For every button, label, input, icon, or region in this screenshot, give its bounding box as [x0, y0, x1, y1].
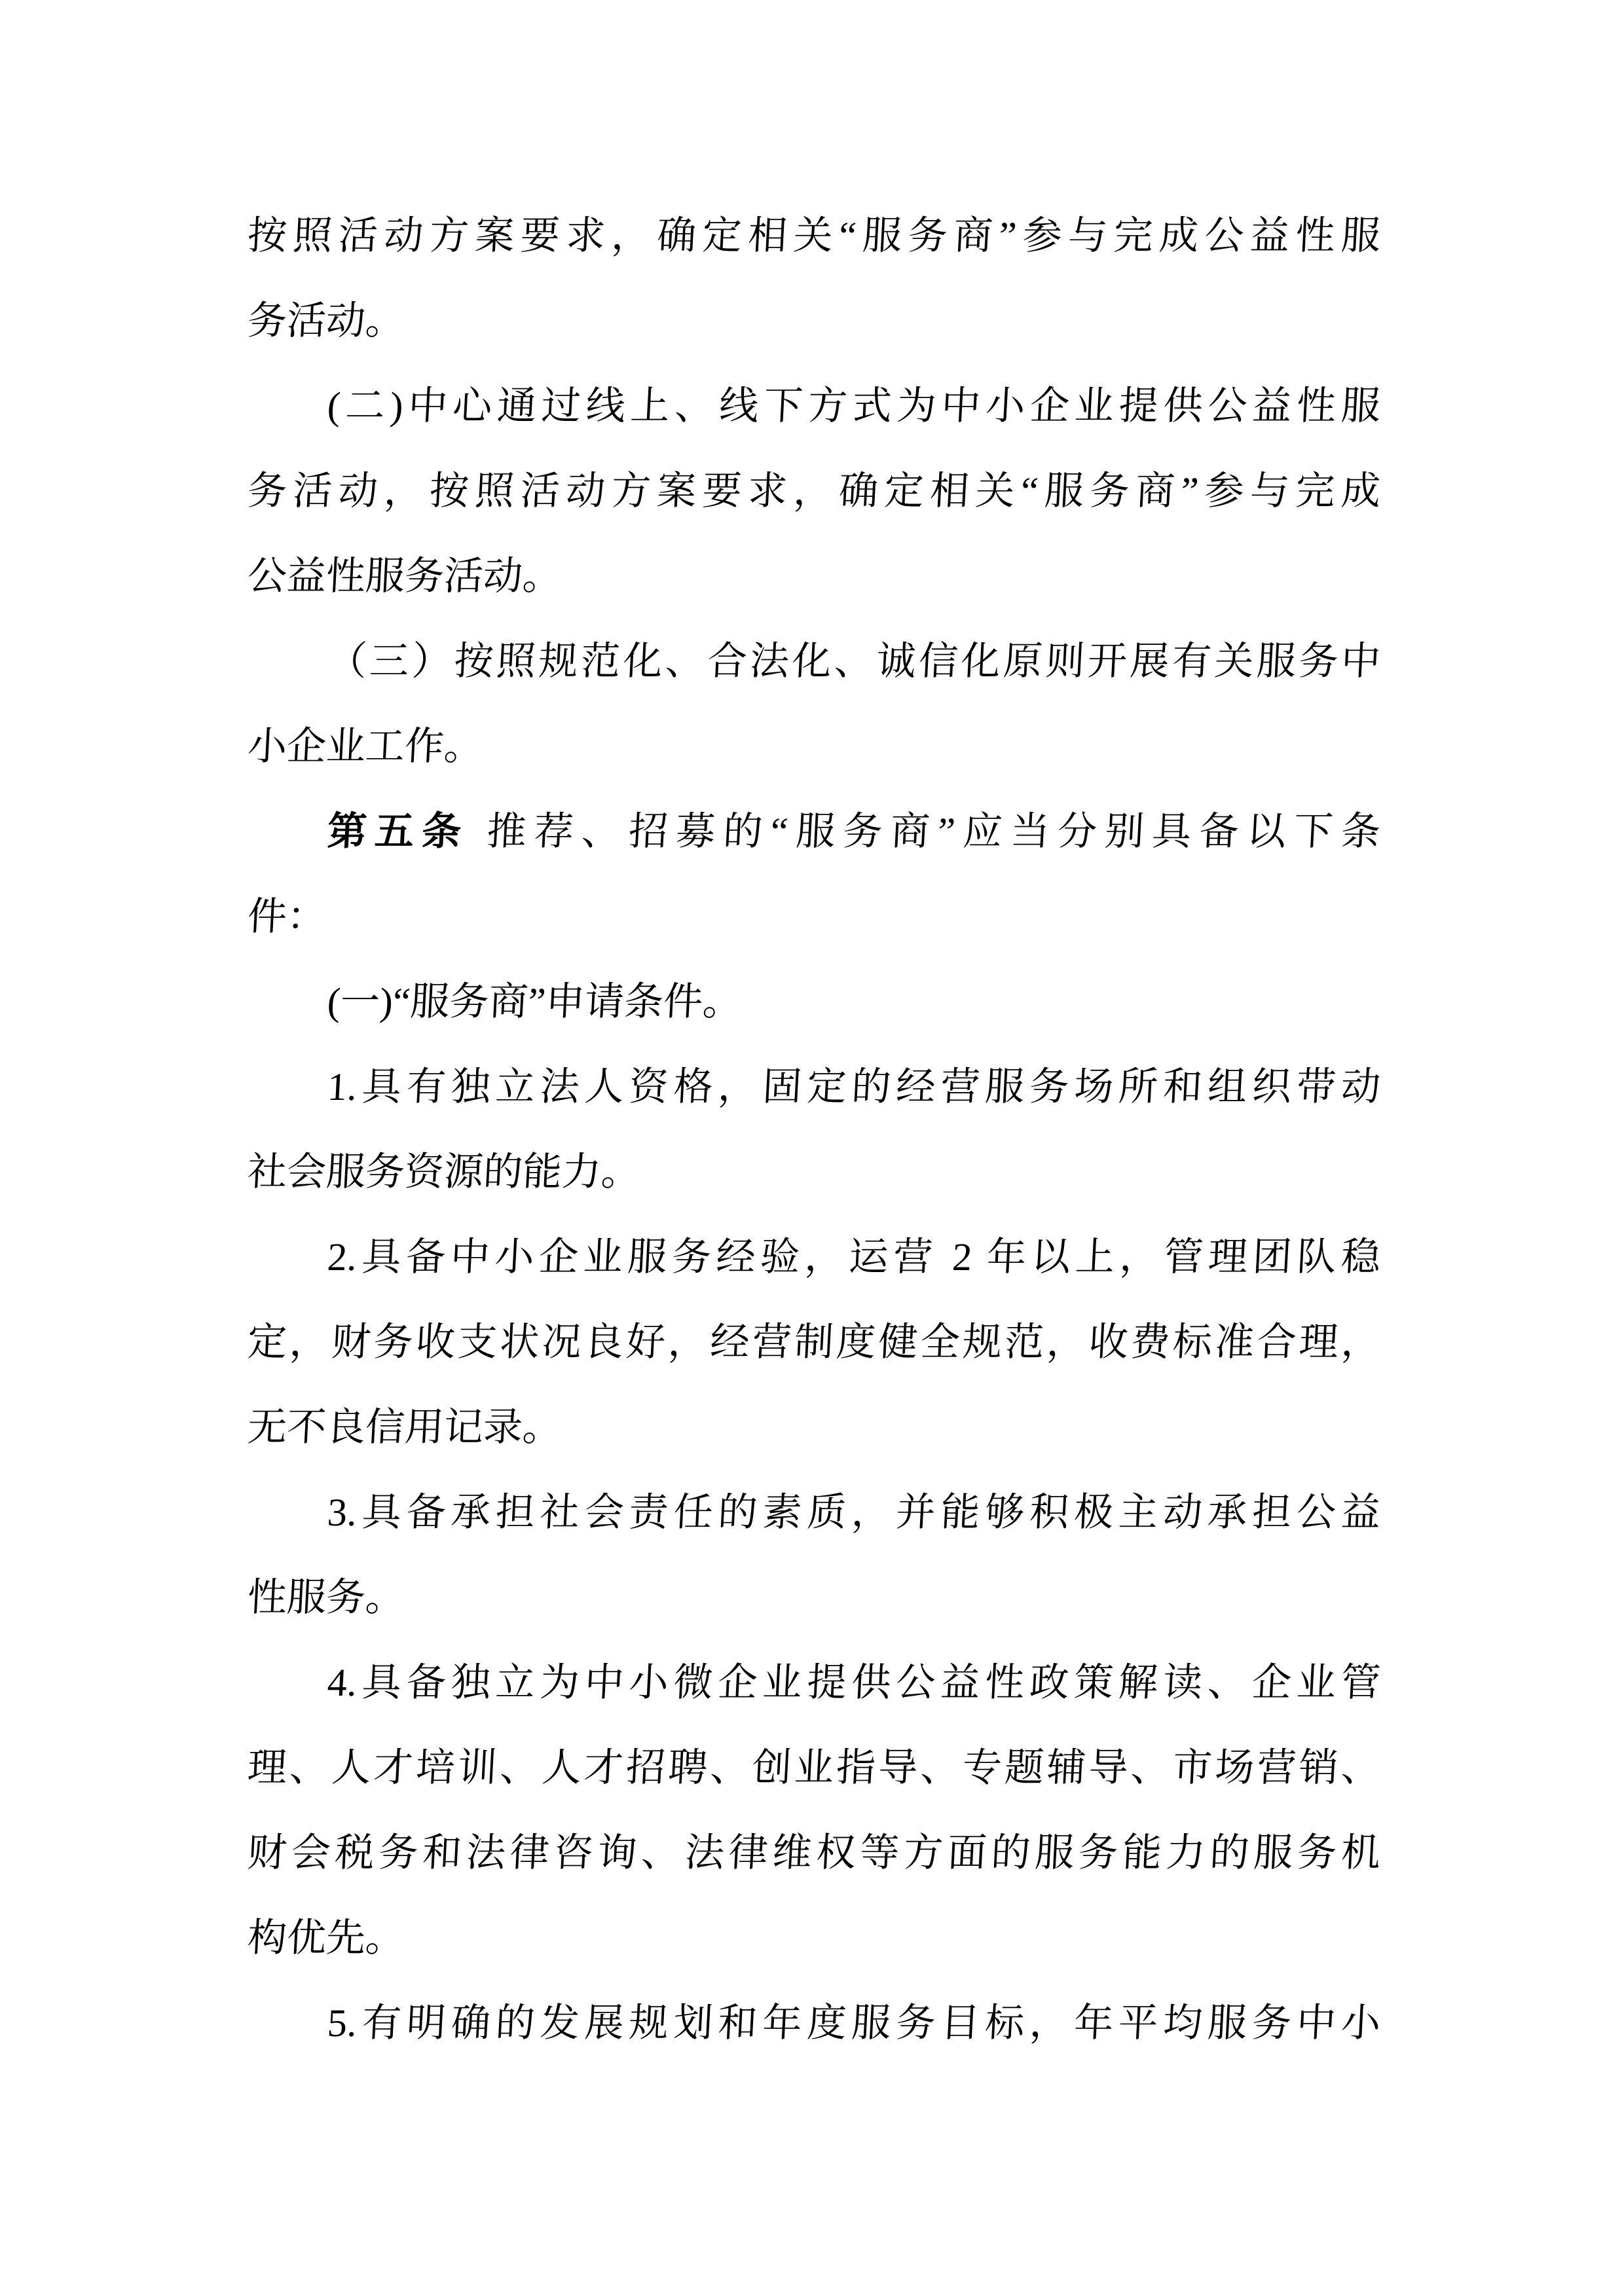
text-line	[246, 1640, 1383, 1725]
line-text: 1.具有独立法人资格，固定的经营服务场所和组织带动	[326, 1065, 1382, 1108]
line-text: 小企业工作。	[246, 725, 485, 768]
line-text: 5.有明确的发展规划和年度服务目标，年平均服务中小	[326, 2001, 1382, 2045]
text-line	[246, 874, 1383, 959]
text-line	[246, 363, 1383, 448]
line-text: 推荐、招募的“服务商”应当分别具备以下条	[468, 810, 1382, 853]
text-line	[246, 534, 1383, 619]
article-number-bold: 第五条	[326, 810, 471, 853]
text-line	[246, 1555, 1383, 1640]
text-line	[246, 1980, 1383, 2066]
line-text: (一)“服务商”申请条件。	[326, 980, 743, 1023]
line-text: 件：	[246, 895, 327, 938]
text-line	[246, 1725, 1383, 1810]
line-text: （三）按照规范化、合法化、诚信化原则开展有关服务中	[326, 640, 1382, 683]
line-text: 公益性服务活动。	[246, 555, 563, 598]
text-line	[246, 193, 1383, 278]
text-line	[246, 1129, 1383, 1214]
text-line	[246, 1385, 1383, 1470]
text-line	[246, 1214, 1383, 1300]
text-line	[246, 789, 1383, 874]
text-line	[246, 1895, 1383, 1980]
line-text: 社会服务资源的能力。	[246, 1150, 642, 1194]
line-text: 定，财务收支状况良好，经营制度健全规范，收费标准合理，	[246, 1321, 1382, 1364]
line-text: 务活动，按照活动方案要求，确定相关“服务商”参与完成	[246, 469, 1382, 513]
text-line	[246, 959, 1383, 1044]
line-text: (二)中心通过线上、线下方式为中小企业提供公益性服	[326, 384, 1382, 428]
text-line	[246, 1300, 1383, 1385]
text-line	[246, 1470, 1383, 1555]
text-line	[246, 619, 1383, 704]
line-text: 4.具备独立为中小微企业提供公益性政策解读、企业管	[326, 1661, 1382, 1704]
text-line	[246, 704, 1383, 789]
text-line	[246, 278, 1383, 363]
line-text: 理、人才培训、人才招聘、创业指导、专题辅导、市场营销、	[246, 1746, 1382, 1789]
line-text: 无不良信用记录。	[246, 1406, 563, 1449]
line-text: 性服务。	[246, 1576, 406, 1619]
line-text: 3.具备承担社会责任的素质，并能够积极主动承担公益	[326, 1491, 1382, 1534]
line-text: 构优先。	[246, 1916, 406, 1959]
line-text: 按照活动方案要求，确定相关“服务商”参与完成公益性服	[246, 214, 1382, 257]
text-block	[248, 193, 1380, 2066]
line-text: 务活动。	[246, 299, 406, 342]
line-text: 财会税务和法律咨询、法律维权等方面的服务能力的服务机	[246, 1831, 1382, 1874]
text-line	[246, 1810, 1383, 1895]
text-line	[246, 448, 1383, 534]
line-text: 2.具备中小企业服务经验，运营 2 年以上，管理团队稳	[326, 1235, 1382, 1279]
text-line	[246, 1044, 1383, 1129]
